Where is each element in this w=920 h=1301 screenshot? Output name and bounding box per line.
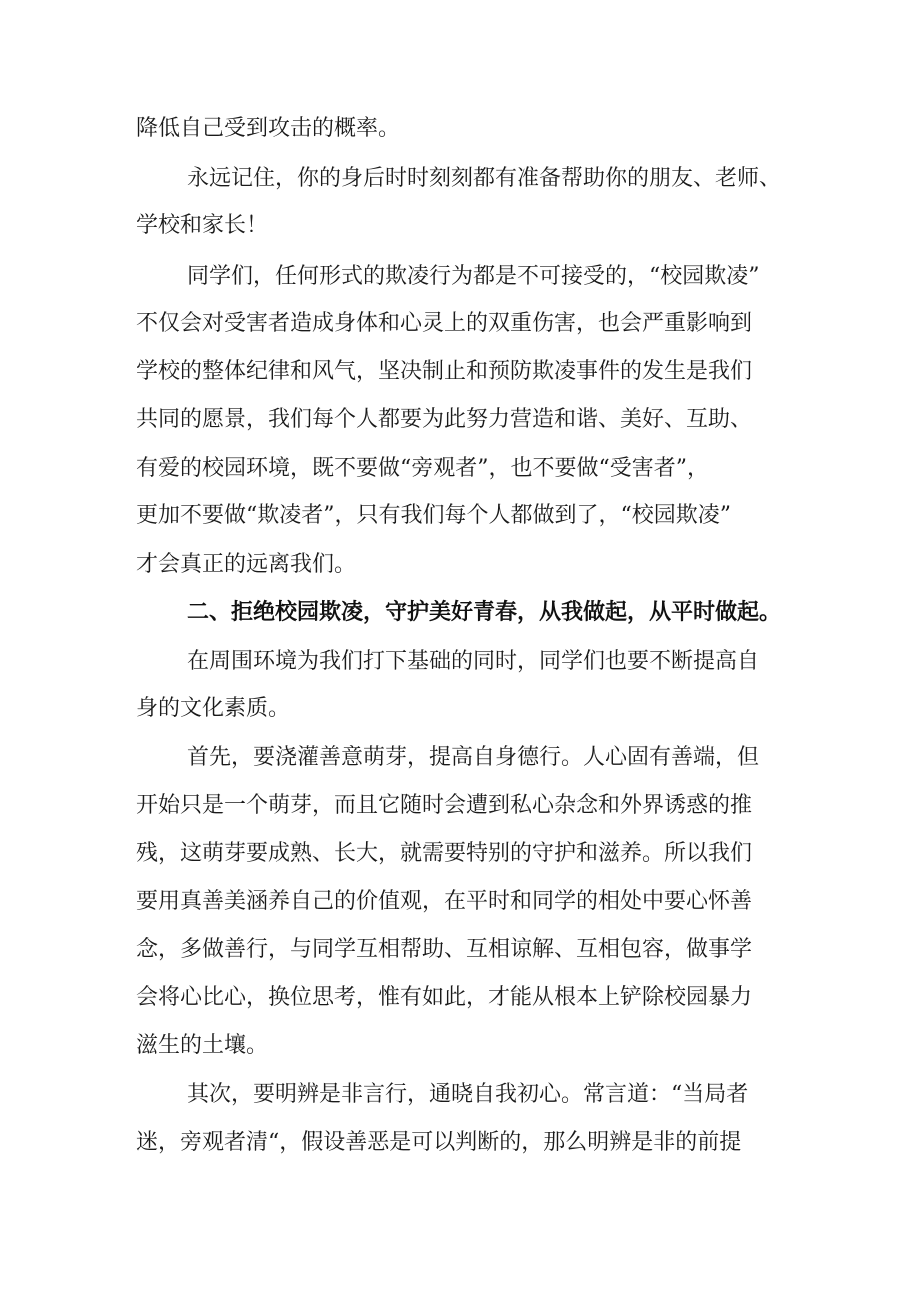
text-line: 身的文化素质。 — [136, 696, 291, 721]
text-line: 降低自己受到攻击的概率。 — [136, 116, 401, 141]
text-line: 要用真善美涵养自己的价值观，在平时和同学的相处中要心怀善 — [136, 889, 753, 914]
text-line: 学校和家长！ — [136, 213, 269, 238]
text-line: 学校的整体纪律和风气，坚决制止和预防欺凌事件的发生是我们 — [136, 359, 753, 384]
text-line: 其次，要明辨是非言行，通晓自我初心。常言道：“当局者 — [187, 1082, 749, 1107]
text-line: 不仅会对受害者造成身体和心灵上的双重伤害，也会严重影响到 — [136, 311, 753, 336]
text-line: 永远记住，你的身后时时刻刻都有准备帮助你的朋友、老师、 — [187, 166, 782, 191]
text-line: 首先，要浇灌善意萌芽，提高自身德行。人心固有善端，但 — [187, 745, 760, 770]
text-line: 有爱的校园环境，既不要做“旁观者”，也不要做“受害者”， — [136, 456, 709, 481]
text-line: 滋生的土壤。 — [136, 1033, 269, 1058]
section-heading: 二、拒绝校园欺凌，守护美好青春，从我做起，从平时做起。 — [187, 600, 782, 625]
text-line: 共同的愿景，我们每个人都要为此努力营造和谐、美好、互助、 — [136, 407, 753, 432]
text-line: 迷，旁观者清“，假设善恶是可以判断的，那么明辨是非的前提 — [136, 1130, 742, 1155]
text-line: 残，这萌芽要成熟、长大，就需要特别的守护和滋养。所以我们 — [136, 841, 753, 866]
text-line: 会将心比心，换位思考，惟有如此，才能从根本上铲除校园暴力 — [136, 985, 753, 1010]
text-line: 才会真正的远离我们。 — [136, 552, 357, 577]
text-line: 更加不要做“欺凌者”，只有我们每个人都做到了，“校园欺凌” — [136, 503, 731, 528]
text-line: 同学们，任何形式的欺凌行为都是不可接受的，“校园欺凌” — [187, 264, 760, 289]
text-line: 开始只是一个萌芽，而且它随时会遭到私心杂念和外界诱惑的推 — [136, 793, 753, 818]
text-line: 念，多做善行，与同学互相帮助、互相谅解、互相包容，做事学 — [136, 937, 753, 962]
text-line: 在周围环境为我们打下基础的同时，同学们也要不断提高自 — [187, 649, 760, 674]
